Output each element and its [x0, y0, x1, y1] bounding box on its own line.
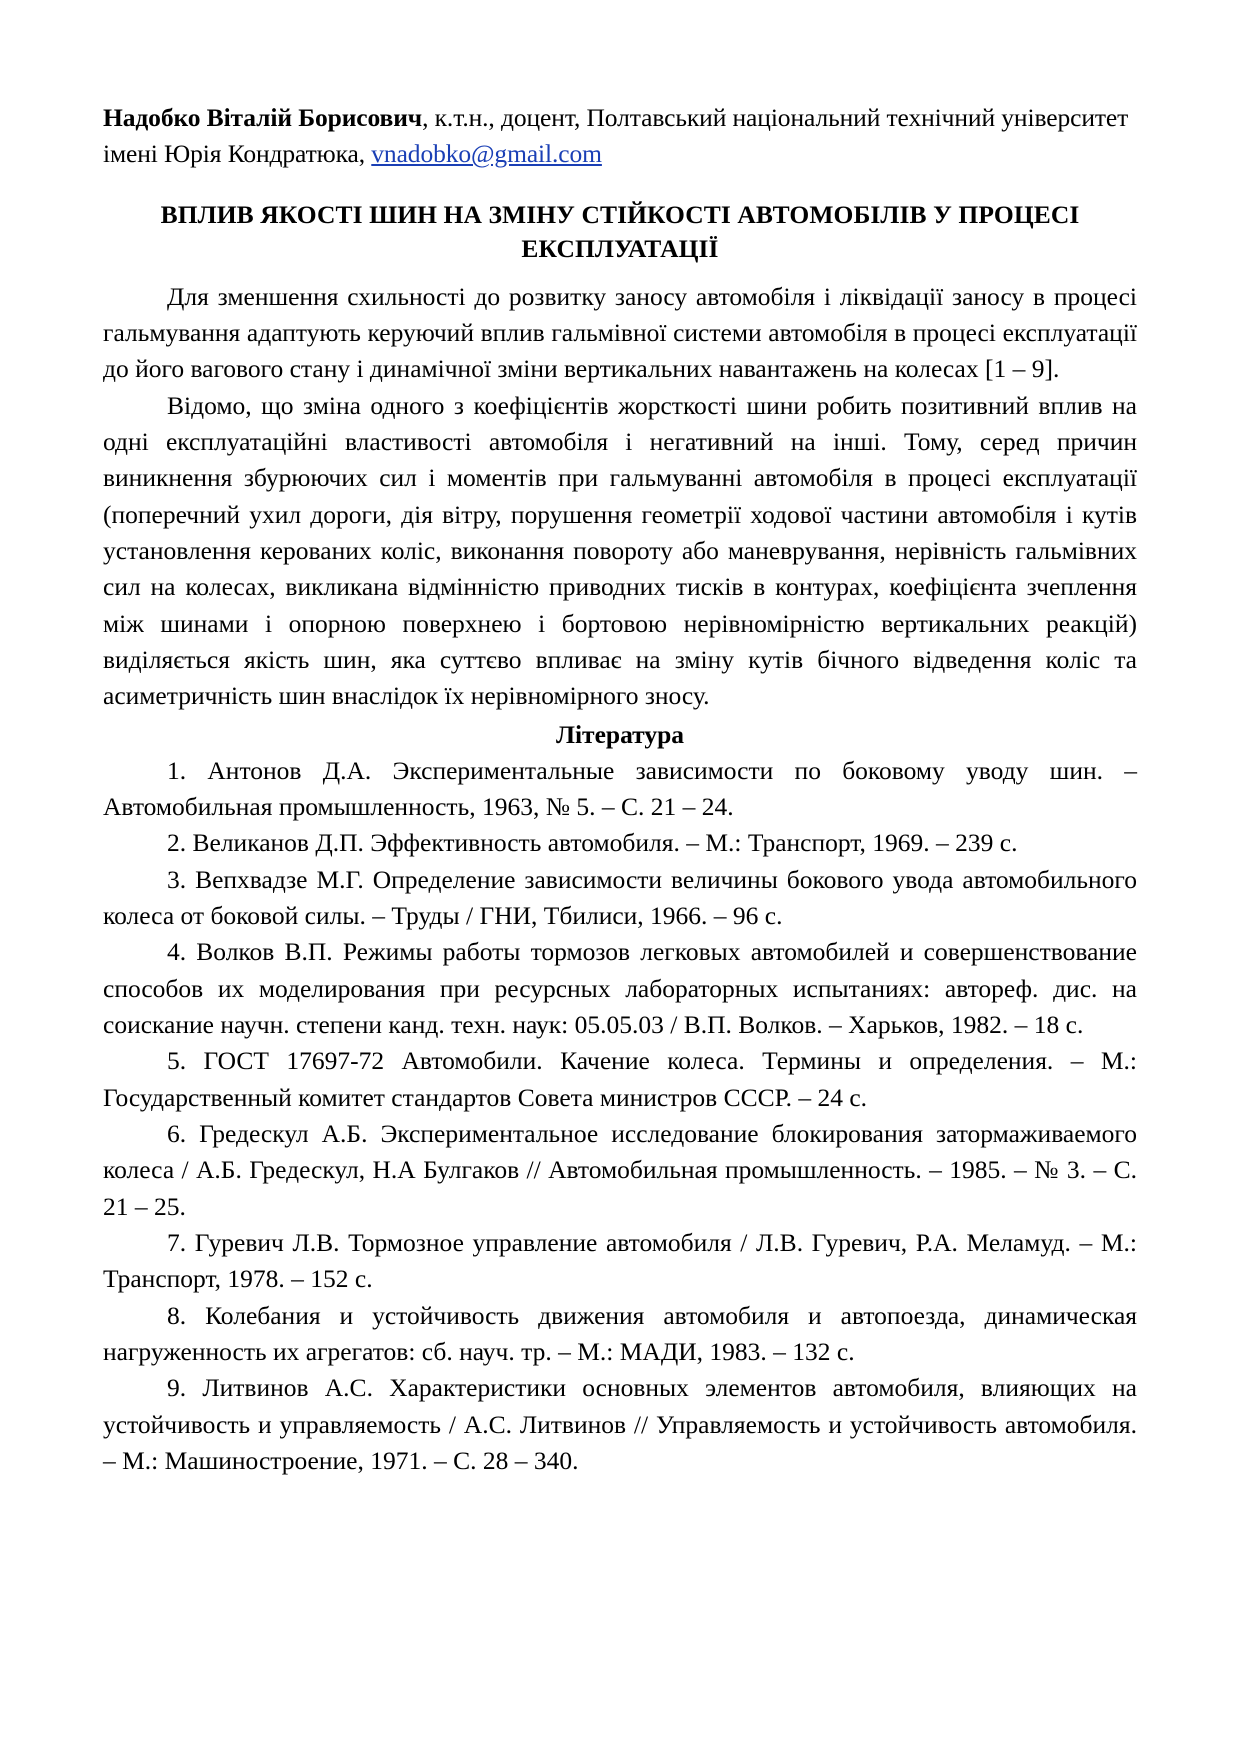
reference-item: 6. Гредескул А.Б. Экспериментальное исследование блокирования затормаживаемого колеса / А.Б. Гредескул, Н.А Булгаков // Автомобильная промышленность. – 1985. – № 3. – С. 21 – 25. [103, 1119, 1137, 1221]
reference-item: 9. Литвинов А.С. Характеристики основных элементов автомобиля, влияющих на устойчивость и управляемость / А.С. Литвинов // Управляемость и устойчивость автомобиля. – М.: Машиностроение, 1971. – С. 28 – 340. [103, 1373, 1137, 1476]
author-affiliation: , к.т.н., доцент, Полтавський національний технічний університет імені Юрія Кондратюка, [103, 103, 1129, 169]
reference-item: 1. Антонов Д.А. Экспериментальные зависимости по боковому уводу шин. – Автомобильная промышленность, 1963, № 5. – С. 21 – 24. [103, 755, 1137, 822]
reference-item: 4. Волков В.П. Режимы работы тормозов легковых автомобилей и совершенствование способов их моделирования при ресурсных лабораторных испытаниях: автореф. дис. на соискание научн. степени канд. техн. наук: 05.05.03 / В.П. Волков. – Харьков, 1982. – 18 с. [103, 937, 1137, 1040]
references-list [103, 753, 1137, 1480]
page-title: ВПЛИВ ЯКОСТІ ШИН НА ЗМІНУ СТІЙКОСТІ АВТОМОБІЛІВ У ПРОЦЕСІ ЕКСПЛУАТАЦІЇ [160, 200, 1080, 263]
references-heading: Література [555, 719, 685, 749]
body-paragraph-1: Для зменшення схильності до розвитку заносу автомобіля і ліквідації заносу в процесі гальмування адаптують керуючий вплив гальмівної системи автомобіля в процесі експлуатації до його вагового стану і динамічної зміни вертикальних навантажень на колесах [1 – 9]. [103, 281, 1137, 384]
reference-item: 2. Великанов Д.П. Эффективность автомобиля. – М.: Транспорт, 1969. – 239 с. [167, 828, 1018, 858]
reference-item: 5. ГОСТ 17697-72 Автомобили. Качение колеса. Термины и определения. – М.: Государственный комитет стандартов Совета министров СССР. – 24 с. [103, 1046, 1137, 1112]
reference-item: 8. Колебания и устойчивость движения автомобиля и автопоезда, динамическая нагруженность их агрегатов: сб. науч. тр. – М.: МАДИ, 1983. – 132 с. [103, 1300, 1137, 1367]
reference-item: 7. Гуревич Л.В. Тормозное управление автомобиля / Л.В. Гуревич, Р.А. Меламуд. – М.: Транспорт, 1978. – 152 с. [103, 1228, 1137, 1294]
author-name: Надобко Віталій Борисович [103, 103, 423, 132]
author-email-link[interactable]: vnadobko@gmail.com [371, 139, 602, 169]
reference-item: 3. Вепхвадзе М.Г. Определение зависимости величины бокового увода автомобильного колеса от боковой силы. – Труды / ГНИ, Тбилиси, 1966. – 96 с. [103, 864, 1137, 931]
body-paragraph-2: Відомо, що зміна одного з коефіцієнтів жорсткості шини робить позитивний вплив на одні експлуатаційні властивості автомобіля і негативний на інші. Тому, серед причин виникнення збурюючих сил і моментів при гальмуванні автомобіля в процесі експлуатації (поперечний ухил дороги, дія вітру, порушення геометрії ходової частини автомобіля і кутів установлення керованих коліс, виконання повороту або маневрування, нерівність гальмівних сил на колесах, викликана відмінністю приводних тисків в контурах, коефіцієнта зчеплення між шинами і опорною поверхнею і бортовою нерівномірністю вертикальних реакцій) виділяється якість шин, яка суттєво впливає на зміну кутів бічного відведення коліс та асиметричність шин внаслідок їх нерівномірного зносу. [103, 390, 1137, 711]
author-byline [103, 100, 1137, 172]
